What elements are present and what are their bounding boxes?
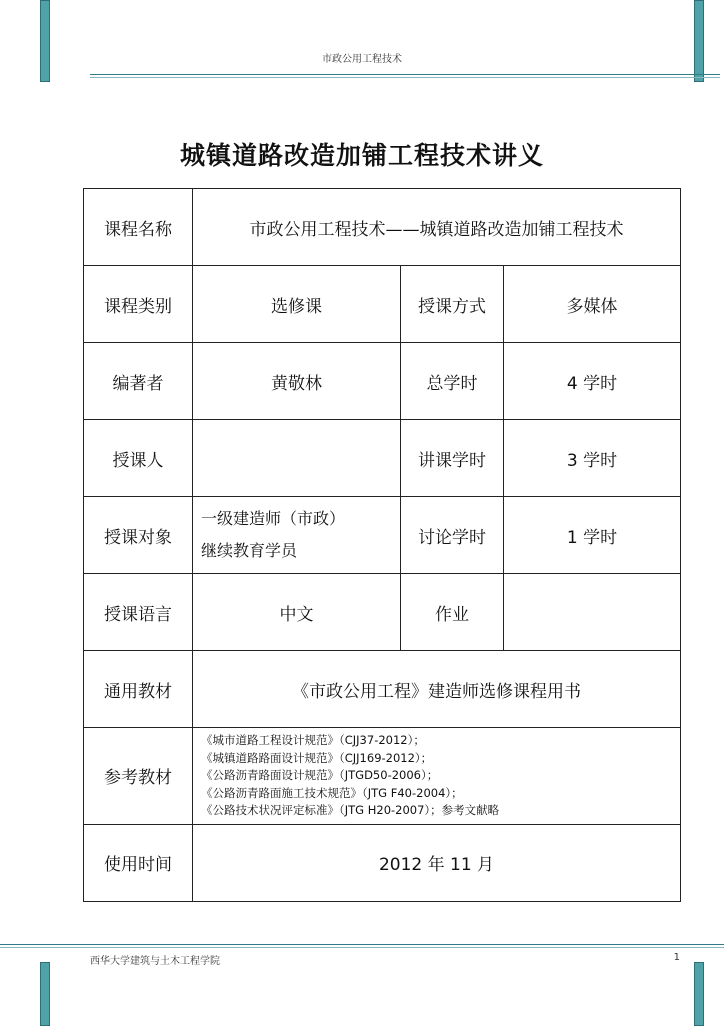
lecturer-value	[193, 420, 401, 497]
table-row	[84, 824, 681, 901]
course-name-label: 课程名称	[84, 189, 193, 266]
language-label: 授课语言	[84, 574, 193, 651]
header-rule	[90, 74, 720, 75]
audience-value	[193, 497, 401, 574]
discussion-hours-value: 1 学时	[504, 497, 681, 574]
references-list	[193, 728, 681, 825]
time-label: 使用时间	[84, 824, 193, 901]
page-title: 城镇道路改造加铺工程技术讲义	[179, 141, 544, 170]
homework-label: 作业	[401, 574, 504, 651]
table-row	[84, 266, 681, 343]
table-row	[84, 651, 681, 728]
header-rule-thin	[90, 77, 720, 78]
corner-bar-top-right	[694, 0, 704, 82]
course-name-value: 市政公用工程技术——城镇道路改造加铺工程技术	[193, 189, 681, 266]
corner-bar-bottom-right	[694, 962, 704, 1026]
reference-item: 《公路技术状况评定标准》（JTG H20-2007）；参考文献略	[201, 803, 500, 817]
teaching-mode-value: 多媒体	[504, 266, 681, 343]
page-number: 1	[673, 952, 680, 963]
course-info-table	[83, 188, 681, 902]
textbook-value: 《市政公用工程》建造师选修课程用书	[193, 651, 681, 728]
corner-bar-top-left	[40, 0, 50, 82]
references-label: 参考教材	[84, 728, 193, 825]
homework-value	[504, 574, 681, 651]
table-row	[84, 574, 681, 651]
author-label: 编著者	[84, 343, 193, 420]
footer-rule-thin	[0, 947, 724, 948]
table-row	[84, 728, 681, 825]
reference-item: 《城镇道路路面设计规范》（CJJ169-2012）；	[201, 750, 433, 765]
table-row	[84, 343, 681, 420]
course-type-label: 课程类别	[84, 266, 193, 343]
reference-item: 《城市道路工程设计规范》（CJJ37-2012）；	[201, 733, 425, 747]
reference-item: 《公路沥青路面设计规范》（JTGD50-2006）；	[201, 768, 439, 782]
audience-line-1: 一级建造师（市政）	[201, 509, 346, 528]
lecturer-label: 授课人	[84, 420, 193, 497]
time-value: 2012 年 11 月	[193, 824, 681, 901]
audience-line-2: 继续教育学员	[201, 541, 298, 560]
reference-item: 《公路沥青路面施工技术规范》（JTG F40-2004）；	[201, 785, 463, 800]
total-hours-value: 4 学时	[504, 343, 681, 420]
audience-label: 授课对象	[84, 497, 193, 574]
lecture-hours-label: 讲课学时	[401, 420, 504, 497]
language-value: 中文	[193, 574, 401, 651]
footer-institution: 西华大学建筑与土木工程学院	[90, 956, 220, 967]
corner-bar-bottom-left	[40, 962, 50, 1026]
textbook-label: 通用教材	[84, 651, 193, 728]
table-row	[84, 497, 681, 574]
lecture-hours-value: 3 学时	[504, 420, 681, 497]
author-value: 黄敬林	[193, 343, 401, 420]
table-row	[84, 189, 681, 266]
footer-rule	[0, 944, 724, 945]
discussion-hours-label: 讨论学时	[401, 497, 504, 574]
course-type-value: 选修课	[193, 266, 401, 343]
table-row	[84, 420, 681, 497]
teaching-mode-label: 授课方式	[401, 266, 504, 343]
total-hours-label: 总学时	[401, 343, 504, 420]
page-header: 市政公用工程技术	[322, 54, 402, 65]
